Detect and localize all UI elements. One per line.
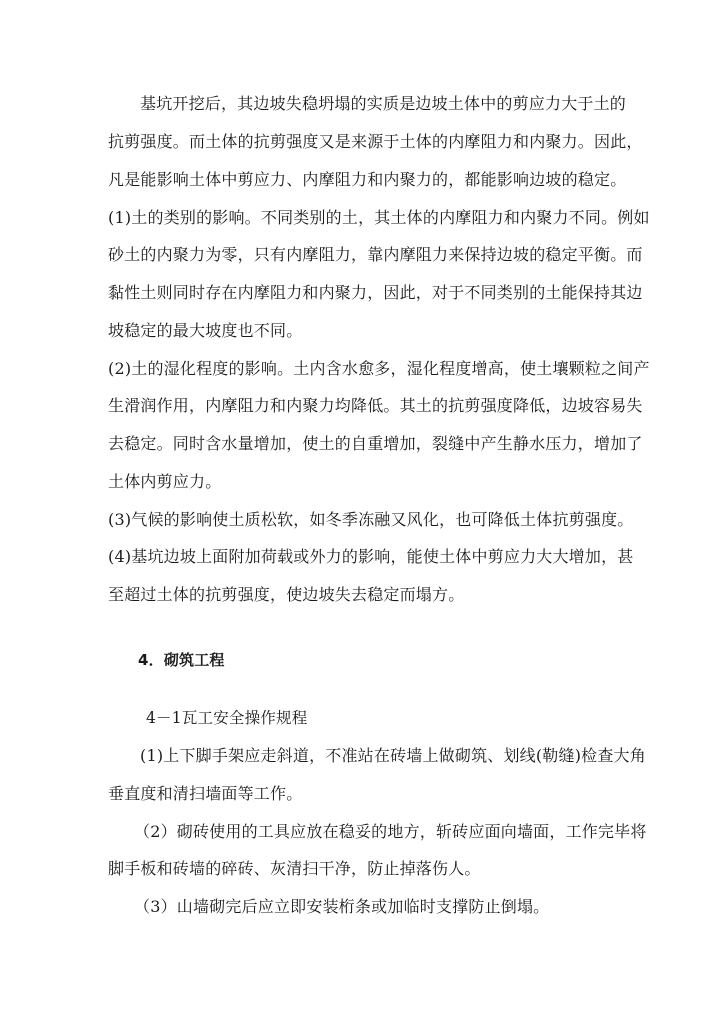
paragraph-line: 黏性土则同时存在内摩阻力和内聚力，因此，对于不同类别的土能保持其边 bbox=[108, 283, 643, 302]
list-item-line: (1)上下脚手架应走斜道，不准站在砖墙上做砌筑、划线(勒缝)检查大角 bbox=[140, 746, 646, 765]
paragraph-line: 抗剪强度。而土体的抗剪强度又是来源于土体的内摩阻力和内聚力。因此， bbox=[108, 132, 643, 151]
paragraph-line: 基坑开挖后，其边坡失稳坍塌的实质是边坡土体中的剪应力大于土的 bbox=[140, 94, 627, 113]
list-item-line: （3）山墙砌完后应立即安装桁条或加临时支撑防止倒塌。 bbox=[134, 897, 550, 916]
paragraph-line: 凡是能影响土体中剪应力、内摩阻力和内聚力的，都能影响边坡的稳定。 bbox=[108, 170, 627, 189]
list-item-line: (4)基坑边坡上面附加荷载或外力的影响，能使土体中剪应力大大增加，甚 bbox=[108, 547, 634, 566]
paragraph-line: 垂直度和清扫墙面等工作。 bbox=[108, 784, 303, 803]
paragraph-line: 去稳定。同时含水量增加，使土的自重增加，裂缝中产生静水压力，增加了 bbox=[108, 434, 643, 453]
list-item-line: (2)土的湿化程度的影响。土内含水愈多，湿化程度增高，使土壤颗粒之间产 bbox=[108, 359, 650, 378]
paragraph-line: 土体内剪应力。 bbox=[108, 472, 222, 491]
paragraph-line: 坡稳定的最大坡度也不同。 bbox=[108, 321, 303, 340]
section-heading: 4．砌筑工程 bbox=[138, 651, 225, 669]
list-item-line: (3)气候的影响使土质松软，如冬季冻融又风化，也可降低土体抗剪强度。 bbox=[108, 510, 634, 529]
list-item-line: (1)土的类别的影响。不同类别的土，其土体的内摩阻力和内聚力不同。例如 bbox=[108, 208, 650, 227]
paragraph-line: 生滑润作用，内摩阻力和内聚力均降低。其土的抗剪强度降低，边坡容易失 bbox=[108, 396, 643, 415]
paragraph-line: 脚手板和砖墙的碎砖、灰清扫干净，防止掉落伤人。 bbox=[108, 859, 481, 878]
paragraph-line: 砂土的内聚力为零，只有内摩阻力，靠内摩阻力来保持边坡的稳定平衡。而 bbox=[108, 245, 643, 264]
subsection-heading: 4－1瓦工安全操作规程 bbox=[146, 709, 308, 727]
list-item-line: （2）砌砖使用的工具应放在稳妥的地方，斩砖应面向墙面，工作完毕将 bbox=[134, 822, 647, 841]
paragraph-line: 至超过土体的抗剪强度，使边坡失去稳定而塌方。 bbox=[108, 585, 465, 604]
